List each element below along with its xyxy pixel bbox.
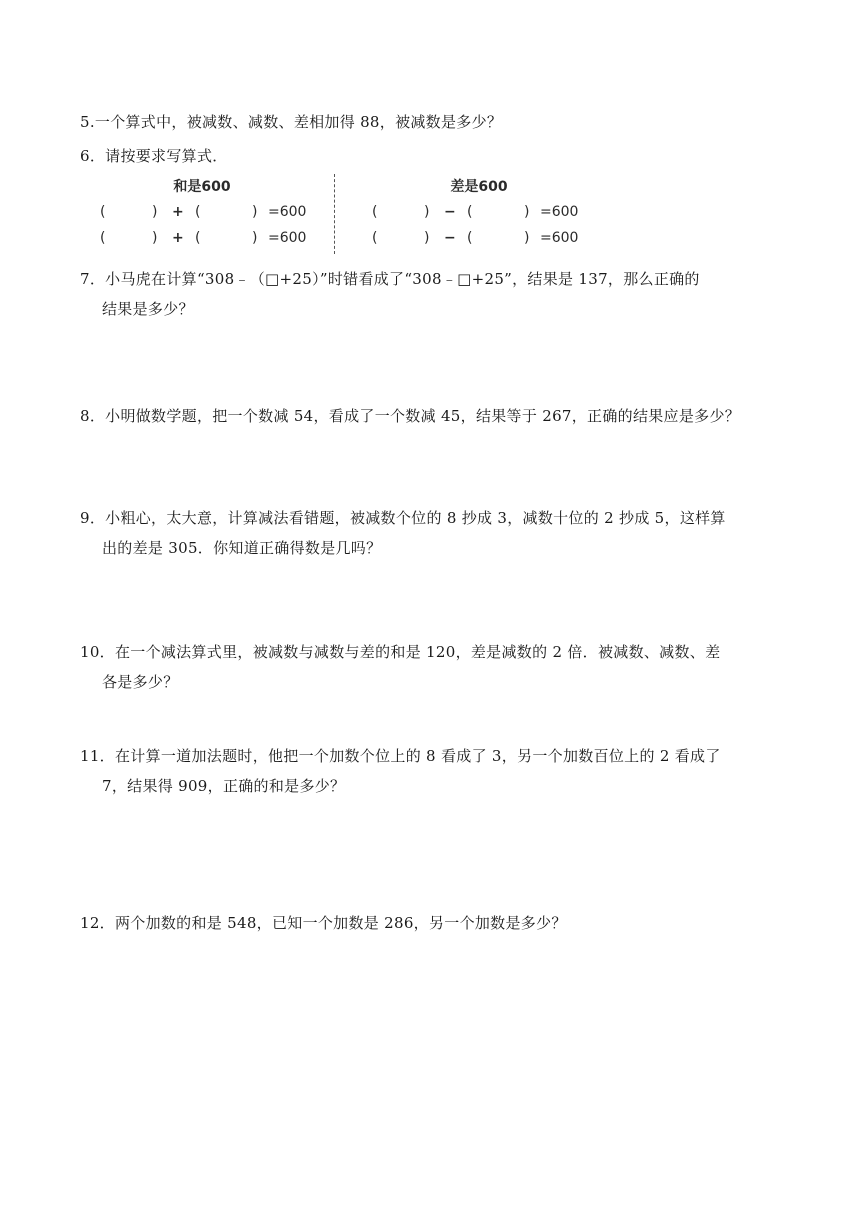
- blank-close-paren: ): [424, 230, 430, 246]
- question-12: [80, 908, 785, 938]
- blank-close-paren: ): [152, 230, 158, 246]
- difference-title: 差是600: [450, 179, 508, 195]
- blank-open-paren: (: [372, 230, 378, 246]
- minus-operator: −: [444, 230, 456, 246]
- blank-close-paren: ): [524, 230, 530, 246]
- blank-close-paren: ): [424, 204, 430, 220]
- question-10: [80, 637, 785, 697]
- question-5-text: 5.一个算式中，被减数、减数、差相加得 88，被减数是多少？: [80, 113, 503, 131]
- equation-figure: [92, 174, 592, 254]
- question-9-line-1: 9．小粗心，太大意，计算减法看错题，被减数个位的 8 抄成 3，减数十位的 2 抄成 5，这样算: [80, 509, 726, 527]
- question-11-line-1: 11．在计算一道加法题时，他把一个加数个位上的 8 看成了 3，另一个加数百位上的 2 看成了: [80, 747, 721, 765]
- question-8: [80, 401, 785, 431]
- question-11: [80, 741, 785, 801]
- question-8-text: 8．小明做数学题，把一个数减 54，看成了一个数减 45，结果等于 267，正确的结果应是多少？: [80, 407, 741, 425]
- blank-open-paren: (: [100, 230, 106, 246]
- question-11-line-2: 7，结果得 909，正确的和是多少？: [102, 777, 346, 795]
- question-9: [80, 503, 785, 563]
- question-6: [80, 141, 785, 171]
- difference-row-2: [364, 230, 594, 250]
- question-7-line-1: 7．小马虎在计算“308﹣（□+25）”时错看成了“308﹣□+25”，结果是 137，那么正确的: [80, 270, 700, 288]
- plus-operator: +: [172, 204, 184, 220]
- blank-open-paren: (: [100, 204, 106, 220]
- blank-close-paren: ): [152, 204, 158, 220]
- blank-open-paren: (: [467, 204, 473, 220]
- dashed-divider: [334, 174, 335, 254]
- blank-close-paren: ): [252, 230, 258, 246]
- blank-open-paren: (: [195, 204, 201, 220]
- question-10-line-2: 各是多少？: [102, 673, 179, 691]
- blank-close-paren: ): [524, 204, 530, 220]
- question-7: [80, 264, 785, 324]
- question-10-line-1: 10．在一个减法算式里，被减数与减数与差的和是 120，差是减数的 2 倍．被减数、减数、差: [80, 643, 721, 661]
- question-7-line-2: 结果是多少？: [102, 300, 194, 318]
- blank-open-paren: (: [195, 230, 201, 246]
- question-12-text: 12．两个加数的和是 548，已知一个加数是 286，另一个加数是多少？: [80, 914, 567, 932]
- minus-operator: −: [444, 204, 456, 220]
- sum-result: =600: [268, 204, 307, 220]
- blank-open-paren: (: [372, 204, 378, 220]
- question-9-line-2: 出的差是 305．你知道正确得数是几吗？: [102, 539, 382, 557]
- sum-title: 和是600: [173, 179, 231, 195]
- sum-row-1: [92, 204, 322, 224]
- difference-row-1: [364, 204, 594, 224]
- question-6-text: 6．请按要求写算式．: [80, 147, 228, 165]
- sum-result: =600: [268, 230, 307, 246]
- blank-close-paren: ): [252, 204, 258, 220]
- sum-row-2: [92, 230, 322, 250]
- question-5: [80, 107, 785, 137]
- difference-result: =600: [540, 204, 579, 220]
- difference-result: =600: [540, 230, 579, 246]
- plus-operator: +: [172, 230, 184, 246]
- blank-open-paren: (: [467, 230, 473, 246]
